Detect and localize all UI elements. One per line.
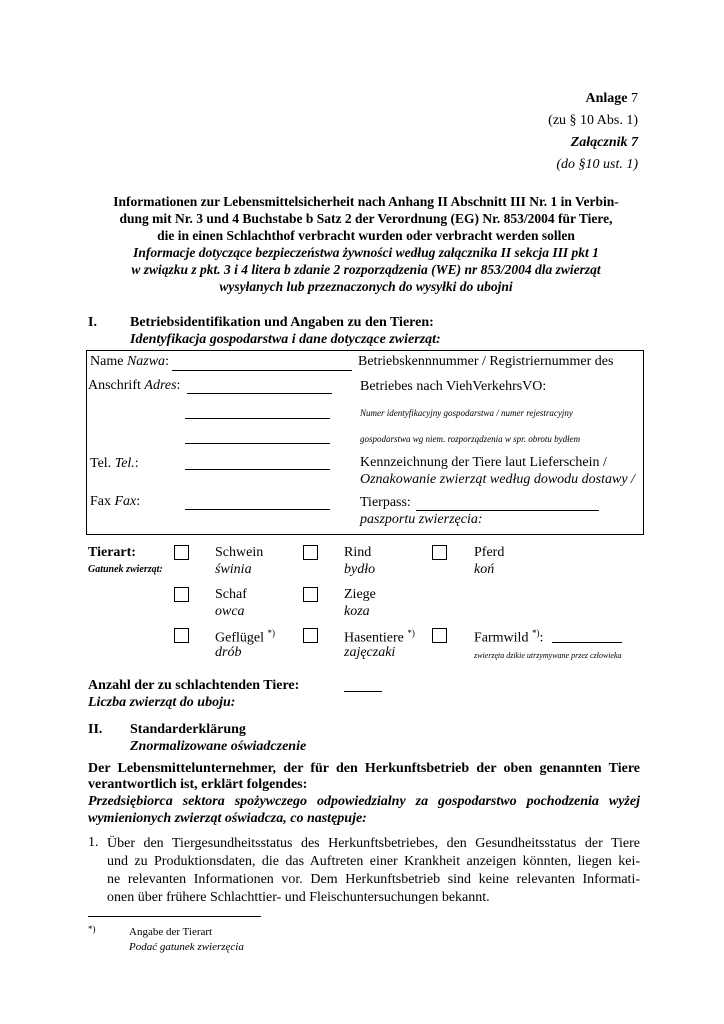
farmwild-pl-label: zwierzęta dzikie utrzymywane przez człowieka <box>474 651 622 660</box>
address-field-2[interactable] <box>185 418 330 419</box>
title-pl-line2: w związku z pkt. 3 i 4 litera b zdanie 2 rozporządzenia (WE) nr 853/2004 dla zwierząt <box>131 262 601 277</box>
tierpass-label-de: Tierpass: <box>360 495 411 510</box>
checkbox-hasentiere[interactable] <box>303 628 318 643</box>
zalacznik-label: Załącznik 7 <box>570 135 638 150</box>
tierpass-field[interactable] <box>416 510 599 511</box>
betriebsnummer-label-1: Betriebskennnummer / Registriernummer des <box>358 354 614 369</box>
name-label: Name Nazwa: <box>90 354 169 369</box>
intro-de-line1: Der Lebensmittelunternehmer, der für den Herkunftsbetrieb der oben genannten Tiere <box>88 761 640 776</box>
anlage-number: 7 <box>631 91 638 106</box>
section1-heading-de: Betriebsidentifikation und Angaben zu den Tieren: <box>130 315 434 330</box>
title-block <box>80 193 652 295</box>
address-field-1[interactable] <box>187 393 332 394</box>
footnote-divider <box>88 916 261 917</box>
anzahl-label-pl: Liczba zwierząt do uboju: <box>88 695 236 710</box>
do-reference: (do §10 ust. 1) <box>556 157 638 172</box>
section2-heading-pl: Znormalizowane oświadczenie <box>130 739 307 754</box>
drob-label: drób <box>215 645 242 660</box>
tel-label: Tel. Tel.: <box>90 456 139 471</box>
title-pl-line1: Informacje dotyczące bezpieczeństwa żywności według załącznika II sekcja III pkt 1 <box>133 245 599 260</box>
intro-pl-line1: Przedsiębiorca sektora spożywczego odpowiedzialny za gospodarstwo pochodzenia wyżej <box>88 794 640 809</box>
section2-heading-de: Standarderklärung <box>130 722 246 737</box>
item1-line3: ne relevanten Informationen vor. Dem Herkunftsbetrieb sind keine relevanten Informati- <box>107 872 640 887</box>
title-de-line2: dung mit Nr. 3 und 4 Buchstabe b Satz 2 der Verordnung (EG) Nr. 853/2004 für Tiere, <box>119 211 613 226</box>
checkbox-pferd[interactable] <box>432 545 447 560</box>
schwein-label: Schwein <box>215 545 264 560</box>
tierpass-label-pl: paszportu zwierzęcia: <box>360 512 483 527</box>
name-field[interactable] <box>172 370 352 371</box>
title-de-line3: die in einen Schlachthof verbracht wurden oder verbracht werden sollen <box>157 228 575 243</box>
anzahl-label-de: Anzahl der zu schlachtenden Tiere: <box>88 678 300 693</box>
footnote-de: Angabe der Tierart <box>129 926 213 938</box>
ziege-label: Ziege <box>344 587 376 602</box>
item1-text <box>107 835 640 907</box>
farmwild-label: Farmwild *): <box>474 628 544 646</box>
section1-number: I. <box>88 315 97 330</box>
bydlo-label: bydło <box>344 562 376 577</box>
section2-number: II. <box>88 722 103 737</box>
section1-heading-pl: Identyfikacja gospodarstwa i dane dotyczące zwierząt: <box>130 332 441 347</box>
footnote-pl: Podać gatunek zwierzęcia <box>129 941 244 953</box>
farmwild-field[interactable] <box>552 642 622 643</box>
anzahl-field[interactable] <box>344 691 382 692</box>
betriebsnummer-pl-1: Numer identyfikacyjny gospodarstwa / numer rejestracyjny <box>360 408 573 418</box>
tierart-label: Tierart: <box>88 545 136 560</box>
zu-reference: (zu § 10 Abs. 1) <box>548 113 638 128</box>
gatunek-label: Gatunek zwierząt: <box>88 564 163 575</box>
zajeczaki-label: zajęczaki <box>344 645 396 660</box>
title-pl-line3: wysyłanych lub przeznaczonych do wysyłki do ubojni <box>219 279 513 294</box>
footnote-mark: *) <box>88 924 96 934</box>
fax-field[interactable] <box>185 509 330 510</box>
owca-label: owca <box>215 604 245 619</box>
schaf-label: Schaf <box>215 587 247 602</box>
anschrift-label: Anschrift Adres: <box>88 378 181 393</box>
item1-number: 1. <box>88 835 99 850</box>
hasentiere-label: Hasentiere *) <box>344 628 415 646</box>
betriebsnummer-pl-2: gospodarstwa wg niem. rozporządzenia w spr. obrotu bydłem <box>360 434 581 444</box>
pferd-label: Pferd <box>474 545 505 560</box>
anlage-bold: Anlage <box>585 91 628 106</box>
rind-label: Rind <box>344 545 372 560</box>
kennzeichnung-label-pl: Oznakowanie zwierząt według dowodu dostawy / <box>360 472 635 487</box>
checkbox-schwein[interactable] <box>174 545 189 560</box>
anlage-label <box>586 91 639 107</box>
address-field-3[interactable] <box>185 443 330 444</box>
swinia-label: świnia <box>215 562 252 577</box>
kon-label: koń <box>474 562 495 577</box>
checkbox-rind[interactable] <box>303 545 318 560</box>
betriebsnummer-label-2: Betriebes nach ViehVerkehrsVO: <box>360 379 547 394</box>
item1-line2: und zu Produktionsdaten, die das Auftreten einer Krankheit anzeigen könnten, liegen kei- <box>107 854 640 869</box>
checkbox-farmwild[interactable] <box>432 628 447 643</box>
fax-label: Fax Fax: <box>90 494 141 509</box>
kennzeichnung-label-de: Kennzeichnung der Tiere laut Lieferschein / <box>360 455 607 470</box>
intro-pl-line2: wymienionych zwierząt oświadcza, co następuje: <box>88 811 367 826</box>
checkbox-gefluegel[interactable] <box>174 628 189 643</box>
checkbox-ziege[interactable] <box>303 587 318 602</box>
intro-de-line2: verantwortlich ist, erklärt folgendes: <box>88 777 308 792</box>
koza-label: koza <box>344 604 370 619</box>
tel-field[interactable] <box>185 469 330 470</box>
item1-line4: onen über frühere Schlachttier- und Fleischuntersuchungen bekannt. <box>107 890 490 905</box>
title-de-line1: Informationen zur Lebensmittelsicherheit nach Anhang II Abschnitt III Nr. 1 in Verbin- <box>113 194 619 209</box>
gefluegel-label: Geflügel *) <box>215 628 275 646</box>
checkbox-schaf[interactable] <box>174 587 189 602</box>
item1-line1: Über den Tiergesundheitsstatus des Herkunftsbetriebes, den Gesundheitsstatus der Tiere <box>107 836 640 851</box>
